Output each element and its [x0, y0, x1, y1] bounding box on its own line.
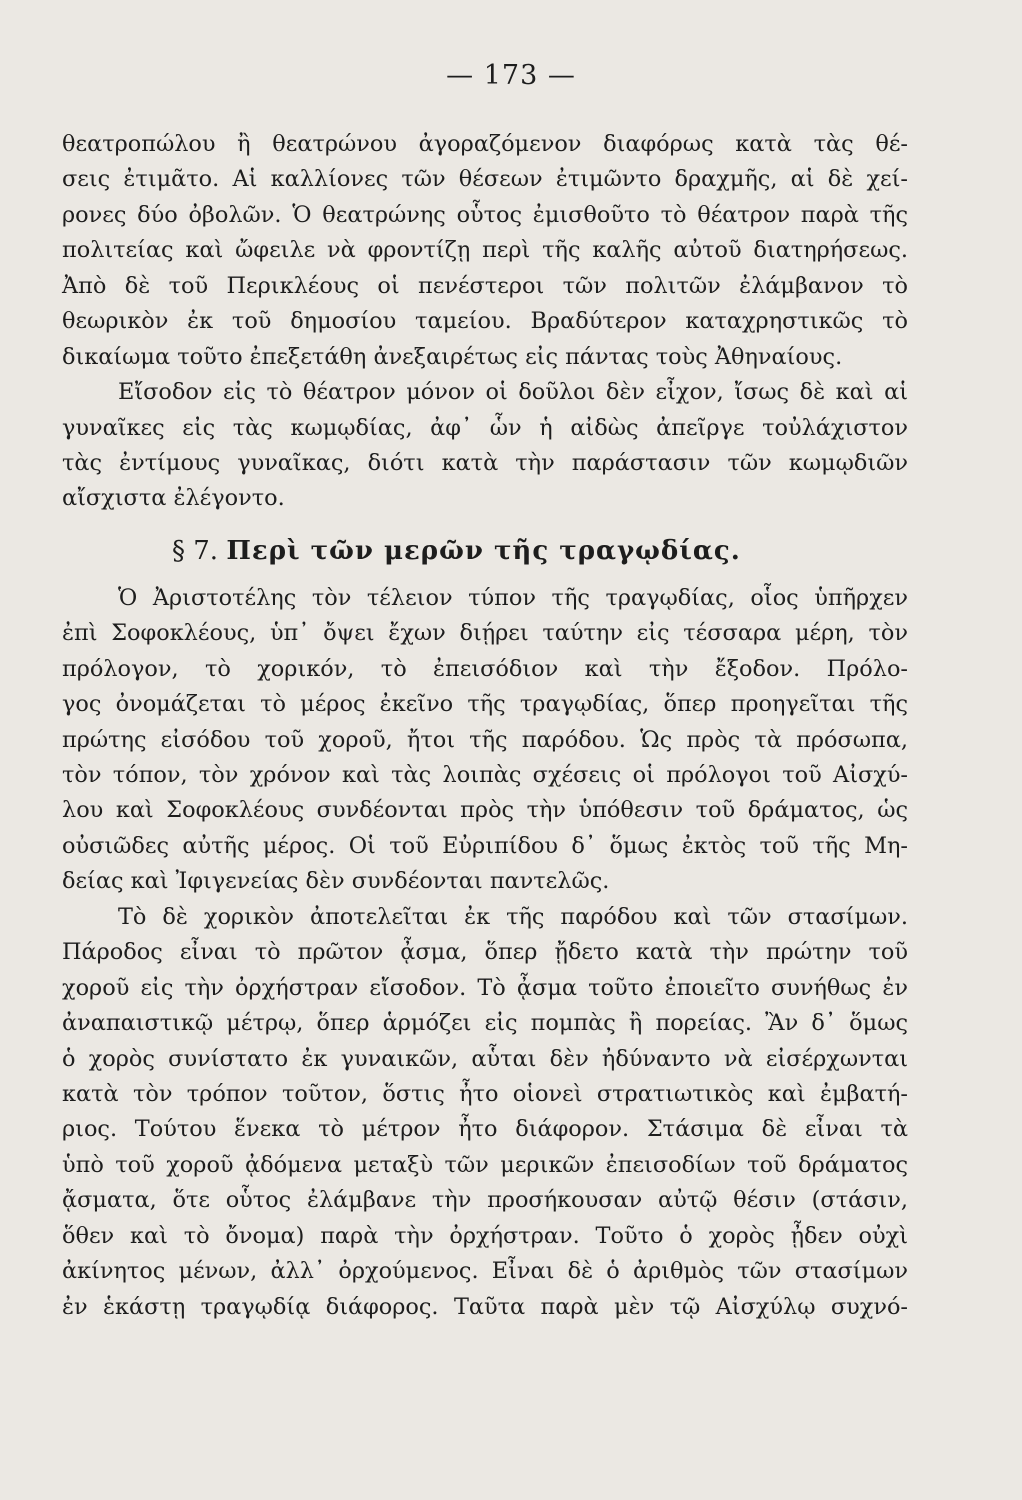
- text-line: ἀναπαιστικῷ μέτρῳ, ὅπερ ἁρμόζει εἰς πομπὰς ἢ πορείας. Ἂν δ᾽ ὅμως: [62, 1010, 908, 1037]
- section-number: § 7.: [172, 535, 219, 566]
- text-line: Πάροδος εἶναι τὸ πρῶτον ᾆσμα, ὅπερ ᾔδετο κατὰ τὴν πρώτην τοῦ: [62, 939, 908, 966]
- text-line: ὁ χορὸς συνίστατο ἐκ γυναικῶν, αὗται δὲν ἠδύναντο νὰ εἰσέρχωνται: [62, 1045, 908, 1072]
- text-line: ἐπὶ Σοφοκλέους, ὑπ᾽ ὄψει ἔχων διῄρει ταύτην εἰς τέσσαρα μέρη, τὸν: [62, 620, 908, 647]
- text-line: ᾄσματα, ὅτε οὗτος ἐλάμβανε τὴν προσήκουσαν αὐτῷ θέσιν (στάσιν,: [62, 1187, 908, 1214]
- text-line: πρώτης εἰσόδου τοῦ χοροῦ, ἤτοι τῆς παρόδου. Ὡς πρὸς τὰ πρόσωπα,: [62, 726, 908, 753]
- text-line: οὐσιῶδες αὐτῆς μέρος. Οἱ τοῦ Εὐριπίδου δ᾽ ὅμως ἐκτὸς τοῦ τῆς Μη-: [62, 832, 908, 859]
- text-line: θεωρικὸν ἐκ τοῦ δημοσίου ταμείου. Βραδύτερον καταχρηστικῶς τὸ: [62, 308, 908, 335]
- text-line: ρονες δύο ὀβολῶν. Ὁ θεατρώνης οὗτος ἐμισθοῦτο τὸ θέατρον παρὰ τῆς: [62, 201, 908, 228]
- page-number: — 173 —: [446, 60, 576, 91]
- text-line: ὑπὸ τοῦ χοροῦ ᾀδόμενα μεταξὺ τῶν μερικῶν ἐπεισοδίων τοῦ δράματος: [62, 1151, 908, 1178]
- text-line: ὅθεν καὶ τὸ ὄνομα) παρὰ τὴν ὀρχήστραν. Τοῦτο ὁ χορὸς ᾖδεν οὐχὶ: [62, 1222, 908, 1249]
- text-line: δικαίωμα τοῦτο ἐπεξετάθη ἀνεξαιρέτως εἰς πάντας τοὺς Ἀθηναίους.: [62, 343, 843, 370]
- text-line: θεατροπώλου ἢ θεατρώνου ἀγοραζόμενον διαφόρως κατὰ τὰς θέ-: [62, 131, 908, 157]
- text-line: Εἴσοδον εἰς τὸ θέατρον μόνον οἱ δοῦλοι δὲν εἶχον, ἴσως δὲ καὶ αἱ: [118, 379, 908, 406]
- text-line: γυναῖκες εἰς τὰς κωμῳδίας, ἀφ᾽ ὧν ἡ αἰδὼς ἀπεῖργε τοὐλάχιστον: [62, 414, 908, 441]
- paragraph-aristotle-parts: [62, 581, 908, 900]
- text-line: Ὁ Ἀριστοτέλης τὸν τέλειον τύπον τῆς τραγῳδίας, οἷος ὑπῆρχεν: [118, 584, 908, 611]
- text-line: δείας καὶ Ἰφιγενείας δὲν συνδέονται παντελῶς.: [62, 868, 610, 895]
- text-line: Τὸ δὲ χορικὸν ἀποτελεῖται ἐκ τῆς παρόδου καὶ τῶν στασίμων.: [118, 903, 908, 930]
- text-line: Ἀπὸ δὲ τοῦ Περικλέους οἱ πενέστεροι τῶν πολιτῶν ἐλάμβανον τὸ: [62, 272, 908, 299]
- text-line: χοροῦ εἰς τὴν ὀρχήστραν εἴσοδον. Τὸ ᾆσμα τοῦτο ἐποιεῖτο συνήθως ἐν: [62, 974, 908, 1001]
- text-line: πολιτείας καὶ ὤφειλε νὰ φροντίζῃ περὶ τῆς καλῆς αὐτοῦ διατηρήσεως.: [62, 237, 908, 264]
- text-line: τὰς ἐντίμους γυναῖκας, διότι κατὰ τὴν παράστασιν τῶν κωμῳδιῶν: [62, 449, 908, 476]
- text-line: λου καὶ Σοφοκλέους συνδέονται πρὸς τὴν ὑπόθεσιν τοῦ δράματος, ὡς: [62, 797, 908, 824]
- text-line: κατὰ τὸν τρόπον τοῦτον, ὅστις ἦτο οἱονεὶ στρατιωτικὸς καὶ ἐμβατή-: [62, 1080, 908, 1107]
- section-title: Περὶ τῶν μερῶν τῆς τραγῳδίας.: [226, 535, 741, 566]
- section-heading: [62, 529, 908, 581]
- paragraph-choral-parts: [62, 900, 908, 1325]
- paragraph-theater-admission: [62, 127, 908, 375]
- text-line: ἀκίνητος μένων, ἀλλ᾽ ὀρχούμενος. Εἶναι δὲ ὁ ἀριθμὸς τῶν στασίμων: [62, 1258, 908, 1285]
- text-line: ἐν ἑκάστῃ τραγῳδίᾳ διάφορος. Ταῦτα παρὰ μὲν τῷ Αἰσχύλῳ συχνό-: [62, 1293, 908, 1320]
- text-line: γος ὀνομάζεται τὸ μέρος ἐκεῖνο τῆς τραγῳδίας, ὅπερ προηγεῖται τῆς: [62, 691, 908, 718]
- paragraph-entry-restrictions: [62, 375, 908, 517]
- text-line: σεις ἐτιμᾶτο. Αἱ καλλίονες τῶν θέσεων ἐτιμῶντο δραχμῆς, αἱ δὲ χεί-: [62, 166, 908, 193]
- page-body: [62, 127, 908, 1325]
- text-line: ριος. Τούτου ἕνεκα τὸ μέτρον ἦτο διάφορον. Στάσιμα δὲ εἶναι τὰ: [62, 1116, 908, 1143]
- text-line: αἴσχιστα ἐλέγοντο.: [62, 485, 285, 512]
- text-line: τὸν τόπον, τὸν χρόνον καὶ τὰς λοιπὰς σχέσεις οἱ πρόλογοι τοῦ Αἰσχύ-: [62, 762, 908, 788]
- text-line: πρόλογον, τὸ χορικόν, τὸ ἐπεισόδιον καὶ τὴν ἔξοδον. Πρόλο-: [62, 655, 908, 682]
